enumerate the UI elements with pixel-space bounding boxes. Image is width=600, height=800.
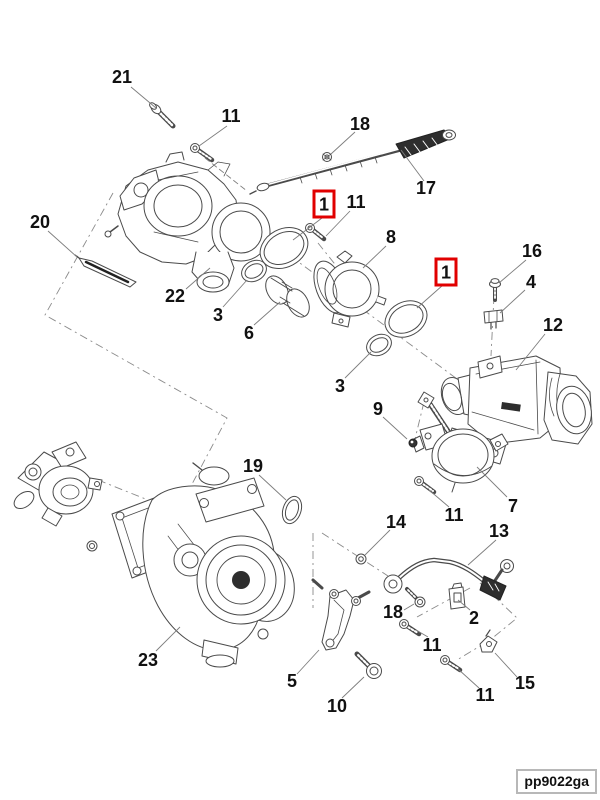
valve-8-art: [308, 251, 386, 327]
callout-18-25[interactable]: 18: [382, 602, 404, 622]
callout-19-19[interactable]: 19: [242, 456, 264, 476]
nut-18a-art: [323, 153, 332, 162]
small-valve-unit-art: [11, 442, 102, 526]
oil-pipe-13-art: [384, 560, 514, 601]
drawing-code-badge: pp9022ga: [516, 769, 597, 794]
callout-23-22[interactable]: 23: [137, 650, 159, 670]
callout-21-0[interactable]: 21: [111, 67, 133, 87]
sleeve-6-art: [261, 272, 314, 321]
callout-7-17[interactable]: 7: [507, 496, 519, 516]
callout-14-20[interactable]: 14: [385, 512, 407, 532]
callout-22-8[interactable]: 22: [164, 286, 186, 306]
callout-11-18[interactable]: 11: [444, 505, 464, 525]
bracket-5-art: [313, 580, 369, 650]
callout-11-5[interactable]: 11: [346, 192, 366, 212]
callout-10-24[interactable]: 10: [326, 696, 348, 716]
screw-16-art: [490, 279, 501, 300]
callout-11-26[interactable]: 11: [422, 635, 442, 655]
callout-3-9[interactable]: 3: [212, 305, 224, 325]
o-ring-19-art: [279, 494, 305, 526]
washer-14-art: [356, 554, 366, 564]
callout-4-13[interactable]: 4: [525, 272, 537, 292]
callout-17-3[interactable]: 17: [415, 178, 437, 198]
callout-18-2[interactable]: 18: [349, 114, 371, 134]
highlighted-callout-1-11[interactable]: 1: [435, 258, 458, 287]
callout-16-12[interactable]: 16: [521, 241, 543, 261]
clip-15-art: [480, 630, 497, 652]
callout-5-23[interactable]: 5: [286, 671, 298, 691]
callout-11-29[interactable]: 11: [475, 685, 495, 705]
bolt-18b-art: [407, 589, 425, 607]
callout-8-6[interactable]: 8: [385, 227, 397, 247]
shield-20-art: [75, 255, 136, 287]
highlighted-callout-1-4[interactable]: 1: [313, 190, 336, 219]
callout-3-15[interactable]: 3: [334, 376, 346, 396]
callout-15-28[interactable]: 15: [514, 673, 536, 693]
callout-20-7[interactable]: 20: [29, 212, 51, 232]
bolt-11b-art: [306, 224, 325, 240]
callout-11-1[interactable]: 11: [221, 106, 241, 126]
clamp-2-art: [449, 583, 465, 609]
callout-13-21[interactable]: 13: [488, 521, 510, 541]
callout-2-27[interactable]: 2: [468, 608, 480, 628]
turbocharger-23-art: [87, 463, 294, 670]
callout-9-16[interactable]: 9: [372, 399, 384, 419]
callout-6-10[interactable]: 6: [243, 323, 255, 343]
bolt-11a-art: [191, 144, 213, 161]
callout-12-14[interactable]: 12: [542, 315, 564, 335]
bolt-11e-art: [441, 656, 461, 671]
bolt-10-art: [357, 654, 382, 679]
nut-9-art: [409, 439, 417, 447]
bolt-11c-art: [415, 477, 435, 493]
